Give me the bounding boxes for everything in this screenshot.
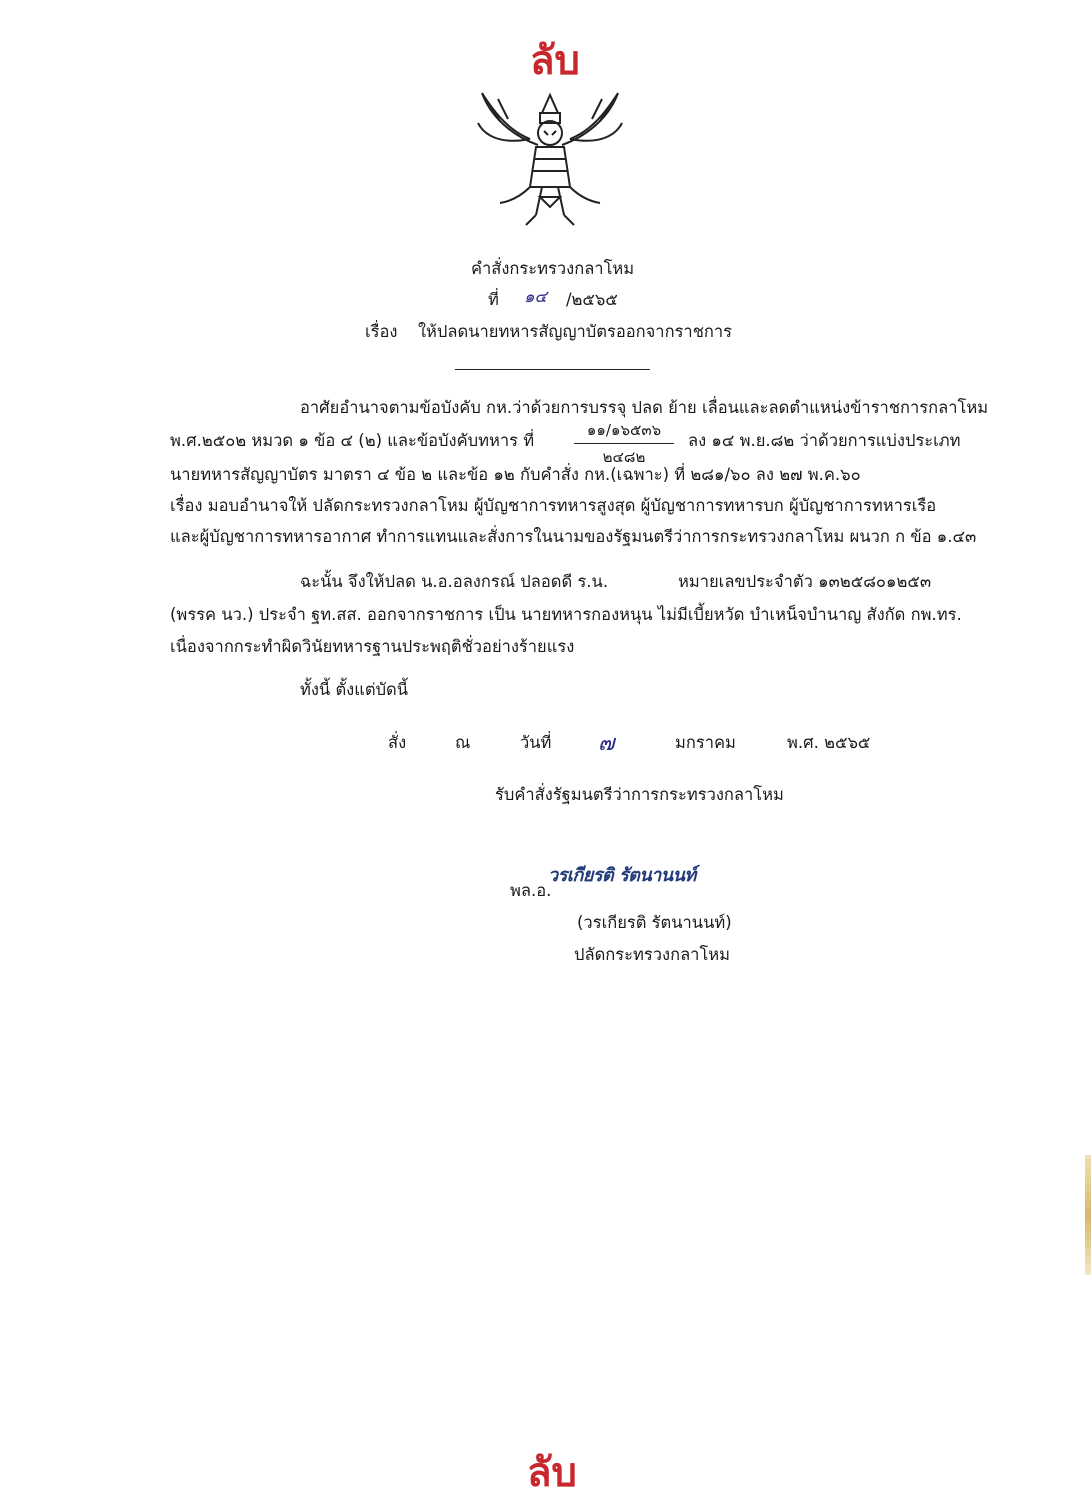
divider-line xyxy=(455,369,650,370)
signature-printed-name: (วรเกียรติ รัตนานนท์) xyxy=(577,913,732,932)
body-p3: ทั้งนี้ ตั้งแต่บัดนี้ xyxy=(300,680,409,699)
body-p1-line4: เรื่อง มอบอำนาจให้ ปลัดกระทรวงกลาโหม ผู้บัญชาการทหารสูงสุด ผู้บัญชาการทหารบก ผู้บัญชาการทหารเรือ xyxy=(170,496,937,515)
paper-edge-mark xyxy=(1085,1155,1091,1275)
subject-label: เรื่อง xyxy=(365,322,398,341)
body-p2-line2: (พรรค นว.) ประจำ ฐท.สส. ออกจากราชการ เป็น นายทหารกองหนุน ไม่มีเบี้ยหวัด บำเหน็จบำนาญ สังกัด กพ.ทร. xyxy=(170,605,962,624)
body-p1-line5: และผู้บัญชาการทหารอากาศ ทำการแทนและสั่งการในนามของรัฐมนตรีว่าการกระทรวงกลาโหม ผนวก ก ข้อ ๑.๔๓ xyxy=(170,527,977,546)
reference-denominator: ๒๔๘๒ xyxy=(602,448,646,466)
signature-on-behalf: รับคำสั่งรัฐมนตรีว่าการกระทรวงกลาโหม xyxy=(495,785,784,804)
body-p1-line2b: ลง ๑๔ พ.ย.๘๒ ว่าด้วยการแบ่งประเภท xyxy=(688,431,961,450)
date-day-label: วันที่ xyxy=(520,733,552,752)
date-at-word: ณ xyxy=(455,733,471,752)
classification-mark-bottom: ลับ xyxy=(527,1450,577,1496)
date-order-word: สั่ง xyxy=(388,733,407,752)
date-day-value: ๗ xyxy=(598,731,615,756)
reference-numerator: ๑๑/๑๖๕๓๖ xyxy=(574,418,674,444)
order-title: คำสั่งกระทรวงกลาโหม xyxy=(471,259,635,278)
date-month: มกราคม xyxy=(675,733,736,752)
body-p1-line3: นายทหารสัญญาบัตร มาตรา ๔ ข้อ ๒ และข้อ ๑๒ กับคำสั่ง กห.(เฉพาะ) ที่ ๒๘๑/๖๐ ลง ๒๗ พ.ค.๖๐ xyxy=(170,465,861,484)
signature-rank: พล.อ. xyxy=(510,881,552,900)
subject-text: ให้ปลดนายทหารสัญญาบัตรออกจากราชการ xyxy=(418,322,733,341)
body-p2-line1b: หมายเลขประจำตัว ๑๓๒๕๘๐๑๒๕๓ xyxy=(678,572,932,591)
body-p1-line2a: พ.ศ.๒๕๐๒ หมวด ๑ ข้อ ๔ (๒) และข้อบังคับทหาร ที่ xyxy=(170,431,535,450)
body-p1-line1: อาศัยอำนาจตามข้อบังคับ กห.ว่าด้วยการบรรจุ ปลด ย้าย เลื่อนและลดตำแหน่งข้าราชการกลาโหม xyxy=(300,398,989,417)
body-p2-line1a: ฉะนั้น จึงให้ปลด น.อ.อลงกรณ์ ปลอดดี ร.น. xyxy=(300,572,609,591)
handwritten-signature: วรเกียรติ รัตนานนท์ xyxy=(548,865,696,886)
order-number-value: ๑๔ xyxy=(524,287,547,306)
classification-mark-top: ลับ xyxy=(530,38,580,84)
body-p2-line3: เนื่องจากกระทำผิดวินัยทหารฐานประพฤติชั่วอย่างร้ายแรง xyxy=(170,637,575,656)
signature-position: ปลัดกระทรวงกลาโหม xyxy=(574,945,731,964)
garuda-emblem-icon xyxy=(470,75,630,235)
order-number-year: /๒๕๖๕ xyxy=(566,290,618,309)
date-year: พ.ศ. ๒๕๖๕ xyxy=(787,733,871,752)
order-number-label: ที่ xyxy=(488,290,499,309)
